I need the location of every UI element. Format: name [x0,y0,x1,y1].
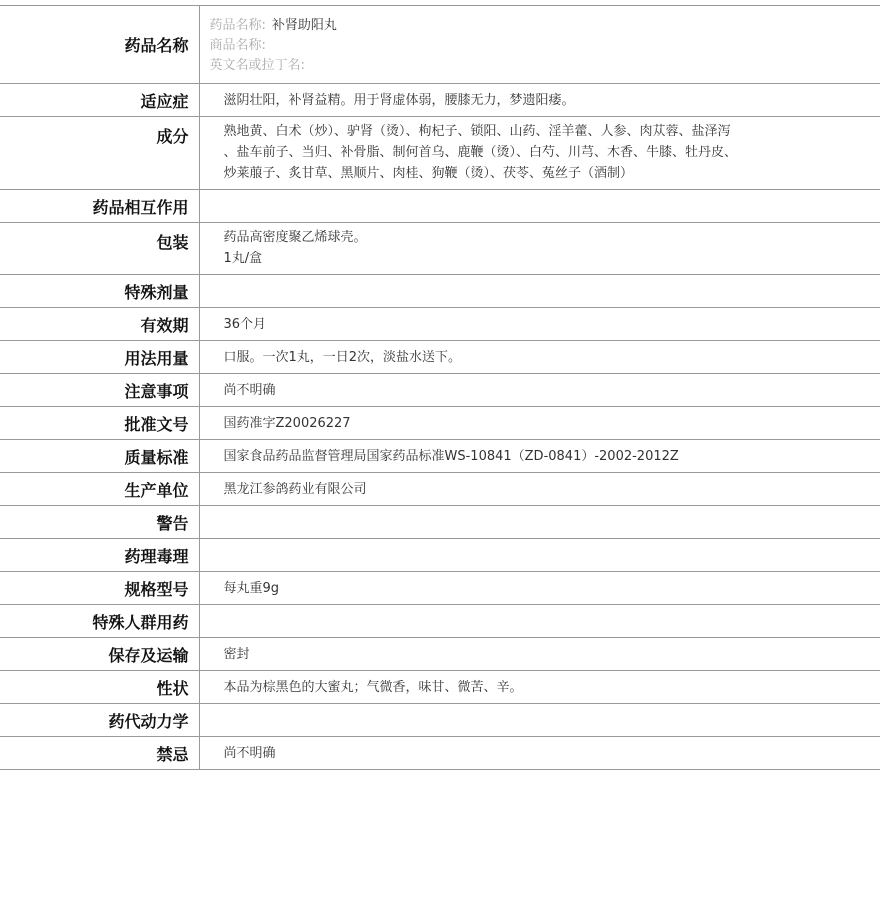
label-special-population: 特殊人群用药 [0,605,199,638]
value-specification: 每丸重9g [223,580,280,596]
label-packaging: 包装 [0,223,199,275]
label-approval-number: 批准文号 [0,407,199,440]
row-indication [0,84,880,117]
row-quality-standard [0,440,880,473]
label-pharmacology: 药理毒理 [0,539,199,572]
label-indication: 适应症 [0,84,199,117]
row-pharmacokinetics [0,704,880,737]
value-ingredients [199,117,880,190]
drug-name-line [210,16,880,36]
value-manufacturer: 黑龙江参鸽药业有限公司 [223,481,367,497]
value-properties: 本品为棕黑色的大蜜丸；气微香，味甘、微苦、辛。 [223,679,523,695]
drug-name-sublabel: 药品名称: [209,18,266,33]
row-contraindications [0,737,880,770]
label-special-dosage: 特殊剂量 [0,275,199,308]
packaging-line: 药品高密度聚乙烯球壳。 [223,230,367,245]
row-pharmacology [0,539,880,572]
value-indication: 滋阴壮阳，补肾益精。用于肾虚体弱，腰膝无力，梦遗阳痿。 [223,92,575,108]
row-precautions [0,374,880,407]
label-specification: 规格型号 [0,572,199,605]
value-interactions [199,190,880,223]
label-pharmacokinetics: 药代动力学 [0,704,199,737]
ingredients-line: 炒莱菔子、炙甘草、黑顺片、肉桂、狗鞭（烫）、茯苓、菟丝子（酒制） [223,166,634,181]
trade-name-sublabel: 商品名称: [209,38,266,53]
row-warning [0,506,880,539]
value-quality-standard: 国家食品药品监督管理局国家药品标准WS-10841（ZD-0841）-2002-2012Z [223,448,679,464]
label-manufacturer: 生产单位 [0,473,199,506]
label-warning: 警告 [0,506,199,539]
label-contraindications: 禁忌 [0,737,199,770]
label-interactions: 药品相互作用 [0,190,199,223]
value-contraindications: 尚不明确 [223,745,276,761]
row-special-population [0,605,880,638]
label-precautions: 注意事项 [0,374,199,407]
row-specification [0,572,880,605]
value-special-dosage [199,275,880,308]
value-packaging [199,223,880,275]
value-precautions: 尚不明确 [223,382,276,398]
value-usage: 口服。一次1丸，一日2次，淡盐水送下。 [223,349,462,365]
english-name-sublabel: 英文名或拉丁名: [209,58,305,73]
row-shelf-life [0,308,880,341]
row-ingredients [0,117,880,190]
ingredients-line: 熟地黄、白术（炒）、驴肾（烫）、枸杞子、锁阳、山药、淫羊藿、人参、肉苁蓉、盐泽泻 [223,124,731,139]
row-special-dosage [0,275,880,308]
label-properties: 性状 [0,671,199,704]
value-approval-number: 国药准字Z20026227 [223,415,351,431]
value-warning [199,506,880,539]
label-drug-name: 药品名称 [0,6,199,84]
row-properties [0,671,880,704]
label-storage: 保存及运输 [0,638,199,671]
value-shelf-life: 36个月 [223,316,267,332]
row-approval-number [0,407,880,440]
row-usage [0,341,880,374]
row-manufacturer [0,473,880,506]
label-shelf-life: 有效期 [0,308,199,341]
drug-name-subvalue: 补肾助阳丸 [271,18,337,33]
value-pharmacology [199,539,880,572]
value-special-population [199,605,880,638]
row-interactions [0,190,880,223]
value-drug-name [199,6,880,84]
drug-info-table [0,5,880,770]
row-packaging [0,223,880,275]
row-storage [0,638,880,671]
label-quality-standard: 质量标准 [0,440,199,473]
value-pharmacokinetics [199,704,880,737]
ingredients-line: 、盐车前子、当归、补骨脂、制何首乌、鹿鞭（烫）、白芍、川芎、木香、牛膝、牡丹皮、 [223,145,738,160]
packaging-line: 1丸/盒 [223,251,263,266]
label-usage: 用法用量 [0,341,199,374]
value-storage: 密封 [223,646,250,662]
label-ingredients: 成分 [0,117,199,190]
row-drug-name [0,6,880,84]
